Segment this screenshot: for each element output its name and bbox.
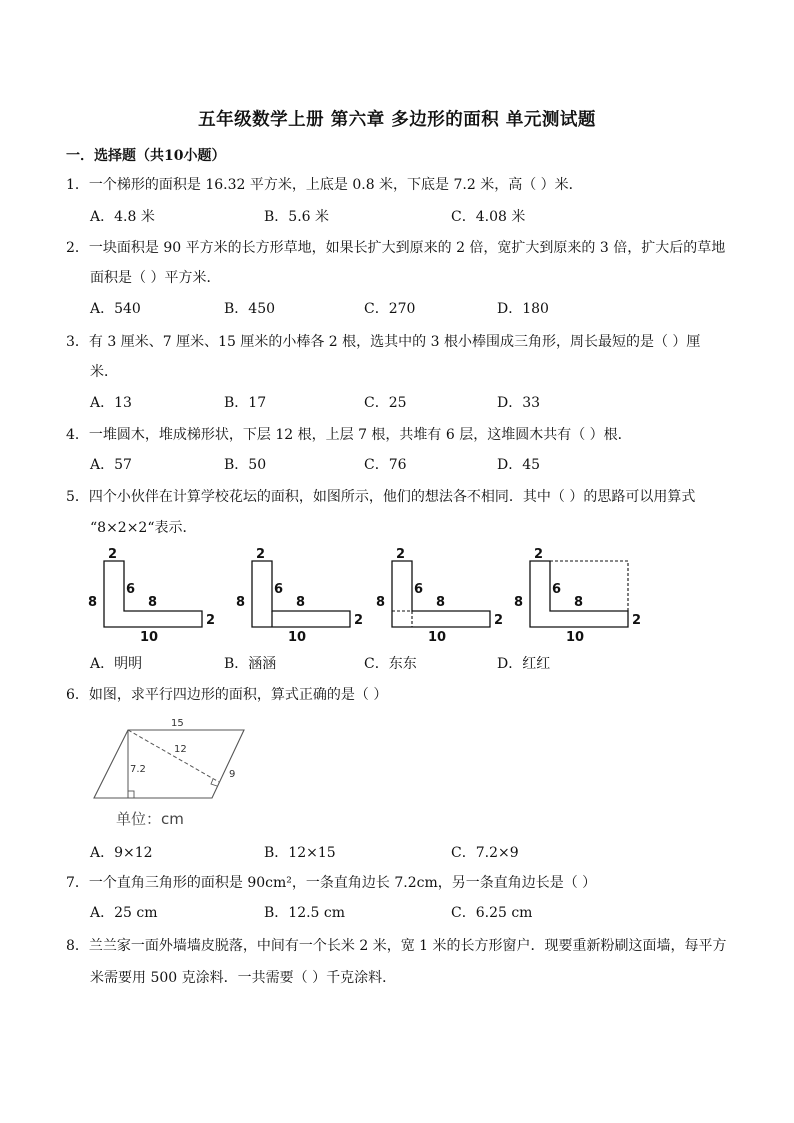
q5-option-c: C．东东 [364,656,417,672]
l-shape-figures [86,545,642,645]
fig3-label-2-right: 2 [494,613,504,628]
fig1-label-8: 8 [88,595,98,610]
question-3-line2: 米． [90,364,118,380]
q5-option-d: D．红红 [497,656,551,672]
question-2-line2: 面积是（ ）平方米． [90,270,221,286]
fig4-label-8: 8 [514,595,524,610]
q5-option-a: A．明明 [90,656,143,672]
fig3-label-10: 10 [428,630,447,645]
fig1-label-10: 10 [140,630,159,645]
fig1-label-2-right: 2 [206,613,216,628]
fig2-label-6: 6 [274,582,284,597]
q4-option-a: A．57 [90,457,132,473]
fig4-label-6: 6 [552,582,562,597]
q2-option-b: B．450 [224,301,276,317]
fig3-label-8: 8 [376,595,386,610]
label-height-7-2: 7.2 [130,764,146,775]
q7-option-a: A．25 cm [90,905,158,921]
l-shape-figure-3 [376,547,503,645]
q2-option-c: C．270 [364,301,416,317]
q4-option-d: D．45 [497,457,541,473]
q5-option-b: B．涵涵 [224,656,277,672]
label-diagonal-12: 12 [174,744,187,755]
question-1: 1．一个梯形的面积是 16.32 平方米，上底是 0.8 米，下底是 7.2 米，高（ ）米． [66,177,583,193]
fig3-label-6: 6 [414,582,424,597]
l-shape-figure-4 [514,547,641,645]
fig4-label-2-right: 2 [632,613,642,628]
l-shape-figure-2 [236,547,363,645]
question-3-line1: 3．有 3 厘米、7 厘米、15 厘米的小棒各 2 根，选其中的 3 根小棒围成三角形，周长最短的是（ ）厘 [66,334,701,350]
fig4-label-10: 10 [566,630,585,645]
fig4-label-2-top: 2 [534,547,544,562]
fig3-label-2-top: 2 [396,547,406,562]
parallelogram-figure [86,712,252,836]
q3-option-c: C．25 [364,395,407,411]
fig1-label-8-inner: 8 [148,595,158,610]
fig2-label-8: 8 [236,595,246,610]
fig3-label-8-inner: 8 [436,595,446,610]
fig2-label-2-top: 2 [256,547,266,562]
fig4-label-8-inner: 8 [574,595,584,610]
label-base-15: 15 [171,718,184,729]
q3-option-a: A．13 [90,395,132,411]
fig2-label-2-right: 2 [354,613,364,628]
q7-option-b: B．12.5 cm [264,905,346,921]
question-5-line1: 5．四个小伙伴在计算学校花坛的面积，如图所示，他们的想法各不相同．其中（ ）的思路可以用算式 [66,489,696,505]
question-8-line1: 8．兰兰家一面外墙墙皮脱落，中间有一个长米 2 米，宽 1 米的长方形窗户．现要重新粉刷这面墙，每平方 [66,938,727,954]
q6-option-a: A．9×12 [90,845,153,861]
question-4: 4．一堆圆木，堆成梯形状，下层 12 根，上层 7 根，共堆有 6 层，这堆圆木共有（ ）根． [66,427,632,443]
q1-option-b: B．5.6 米 [264,209,330,225]
q2-option-a: A．540 [90,301,141,317]
q4-option-c: C．76 [364,457,407,473]
fig1-label-2-top: 2 [108,547,118,562]
question-6: 6．如图，求平行四边形的面积，算式正确的是（ ） [66,687,388,703]
q1-option-c: C．4.08 米 [451,209,526,225]
q4-option-b: B．50 [224,457,267,473]
q6-option-b: B．12×15 [264,845,336,861]
label-side-9: 9 [229,769,236,780]
question-2-line1: 2．一块面积是 90 平方米的长方形草地，如果长扩大到原来的 2 倍，宽扩大到原来的 3 倍，扩大后的草地 [66,240,726,256]
question-5-line2: “8×2×2“表示． [90,520,197,536]
fig2-label-8-inner: 8 [296,595,306,610]
page-title: 五年级数学上册 第六章 多边形的面积 单元测试题 [198,110,596,130]
fig1-label-6: 6 [126,582,136,597]
q2-option-d: D．180 [497,301,549,317]
question-7: 7．一个直角三角形的面积是 90cm²，一条直角边长 7.2cm，另一条直角边长是（ ） [66,875,597,891]
q3-option-d: D．33 [497,395,541,411]
q6-option-c: C．7.2×9 [451,845,519,861]
section-heading: 一．选择题（共10小题） [66,148,226,164]
q3-option-b: B．17 [224,395,267,411]
l-shape-figure-1 [88,547,215,645]
q1-option-a: A．4.8 米 [90,209,155,225]
fig2-label-10: 10 [288,630,307,645]
unit-label: 单位：cm [116,810,184,828]
question-8-line2: 米需要用 500 克涂料．一共需要（ ）千克涂料． [90,970,397,986]
q7-option-c: C．6.25 cm [451,905,533,921]
